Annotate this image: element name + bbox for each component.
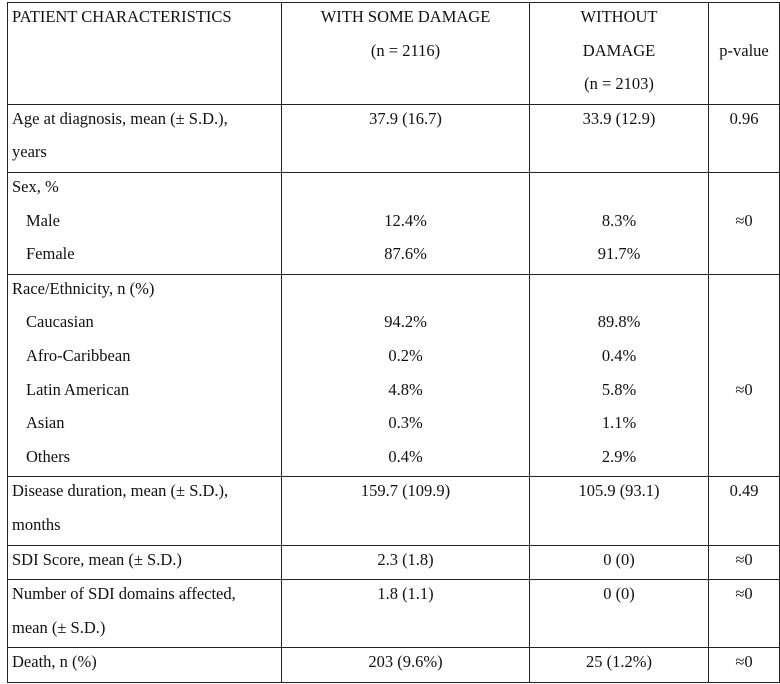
row-label: [8, 104, 282, 172]
cell-without-damage: [530, 274, 709, 477]
cell-p-value: [709, 580, 780, 648]
header-text: (n = 2103): [584, 74, 654, 94]
cell-p-value: [709, 545, 780, 580]
cell-with-damage: [282, 545, 530, 580]
cell-value: 0.4%: [601, 345, 637, 365]
cell-value: 105.9 (93.1): [578, 481, 660, 501]
cell-value: 0 (0): [603, 584, 635, 604]
cell-without-damage: [530, 580, 709, 648]
table-row: [8, 104, 780, 172]
sub-label: Asian: [26, 413, 65, 433]
header-without-damage: [530, 3, 709, 105]
table-row: [8, 274, 780, 477]
cell-value: 94.2%: [384, 312, 427, 332]
cell-value: 87.6%: [384, 244, 427, 264]
cell-without-damage: [530, 477, 709, 545]
label-line: mean (± S.D.): [12, 617, 106, 637]
header-text: PATIENT CHARACTERISTICS: [12, 7, 232, 26]
table-row: [8, 648, 780, 683]
cell-value: 91.7%: [597, 244, 641, 264]
label-line: Death, n (%): [12, 652, 97, 672]
cell-without-damage: [530, 104, 709, 172]
cell-value: ≈0: [735, 210, 753, 230]
row-label: [8, 580, 282, 648]
row-label: [8, 648, 282, 683]
cell-without-damage: [530, 648, 709, 683]
cell-value: 203 (9.6%): [368, 652, 443, 672]
label-line: SDI Score, mean (± S.D.): [12, 549, 182, 569]
cell-value: 0.49: [729, 481, 759, 501]
cell-value: 12.4%: [384, 210, 427, 230]
sub-label: Afro-Caribbean: [26, 345, 131, 365]
header-p-value: [709, 3, 780, 105]
row-label: [8, 477, 282, 545]
header-row: [8, 3, 780, 105]
cell-p-value: [709, 648, 780, 683]
label-line: Age at diagnosis, mean (± S.D.),: [12, 108, 228, 128]
sub-label: Others: [26, 446, 70, 466]
cell-value: 0.96: [729, 108, 759, 128]
cell-with-damage: [282, 172, 530, 274]
cell-value: 33.9 (12.9): [582, 108, 656, 128]
header-text: DAMAGE: [582, 40, 656, 60]
cell-value: 0.3%: [388, 413, 423, 433]
row-label: [8, 545, 282, 580]
cell-p-value: [709, 274, 780, 477]
header-with-damage: [282, 3, 530, 105]
cell-value: 4.8%: [388, 379, 423, 399]
label-line: Disease duration, mean (± S.D.),: [12, 481, 229, 501]
header-text: WITH SOME DAMAGE: [320, 7, 491, 26]
cell-value: ≈0: [735, 584, 753, 604]
table-row: [8, 172, 780, 274]
cell-value: 1.8 (1.1): [377, 584, 434, 604]
table-row: [8, 545, 780, 580]
label-line: Race/Ethnicity, n (%): [12, 278, 155, 298]
header-text: (n = 2116): [370, 40, 441, 60]
cell-value: 1.1%: [601, 413, 637, 433]
cell-value: 0.4%: [388, 446, 423, 466]
cell-value: 0 (0): [603, 549, 635, 569]
sub-label: Latin American: [26, 379, 130, 399]
cell-value: 2.3 (1.8): [377, 549, 434, 569]
cell-value: 25 (1.2%): [586, 652, 652, 672]
cell-value: 0.2%: [388, 345, 423, 365]
patient-characteristics-table: [7, 2, 780, 683]
row-label: [8, 274, 282, 477]
sub-label: Female: [26, 244, 75, 264]
row-label: [8, 172, 282, 274]
label-line: Number of SDI domains affected,: [12, 584, 236, 604]
cell-without-damage: [530, 172, 709, 274]
sub-label: Caucasian: [26, 312, 94, 332]
cell-with-damage: [282, 648, 530, 683]
cell-with-damage: [282, 477, 530, 545]
cell-value: ≈0: [735, 549, 753, 569]
cell-without-damage: [530, 545, 709, 580]
table-row: [8, 477, 780, 545]
cell-value: 159.7 (109.9): [360, 481, 451, 501]
cell-p-value: [709, 172, 780, 274]
cell-value: 2.9%: [601, 446, 637, 466]
cell-value: 89.8%: [597, 312, 641, 332]
cell-value: ≈0: [735, 652, 753, 672]
cell-value: 37.9 (16.7): [369, 108, 442, 128]
cell-value: 8.3%: [601, 210, 637, 230]
cell-value: ≈0: [735, 379, 753, 399]
cell-p-value: [709, 477, 780, 545]
cell-p-value: [709, 104, 780, 172]
header-text: WITHOUT: [580, 7, 658, 26]
label-line: years: [12, 142, 47, 162]
cell-value: 5.8%: [601, 379, 637, 399]
sub-label: Male: [26, 210, 60, 230]
header-patient-characteristics: [8, 3, 282, 105]
table-row: [8, 580, 780, 648]
header-text: p-value: [719, 40, 769, 60]
cell-with-damage: [282, 274, 530, 477]
label-line: Sex, %: [12, 176, 59, 196]
cell-with-damage: [282, 104, 530, 172]
cell-with-damage: [282, 580, 530, 648]
label-line: months: [12, 514, 61, 534]
